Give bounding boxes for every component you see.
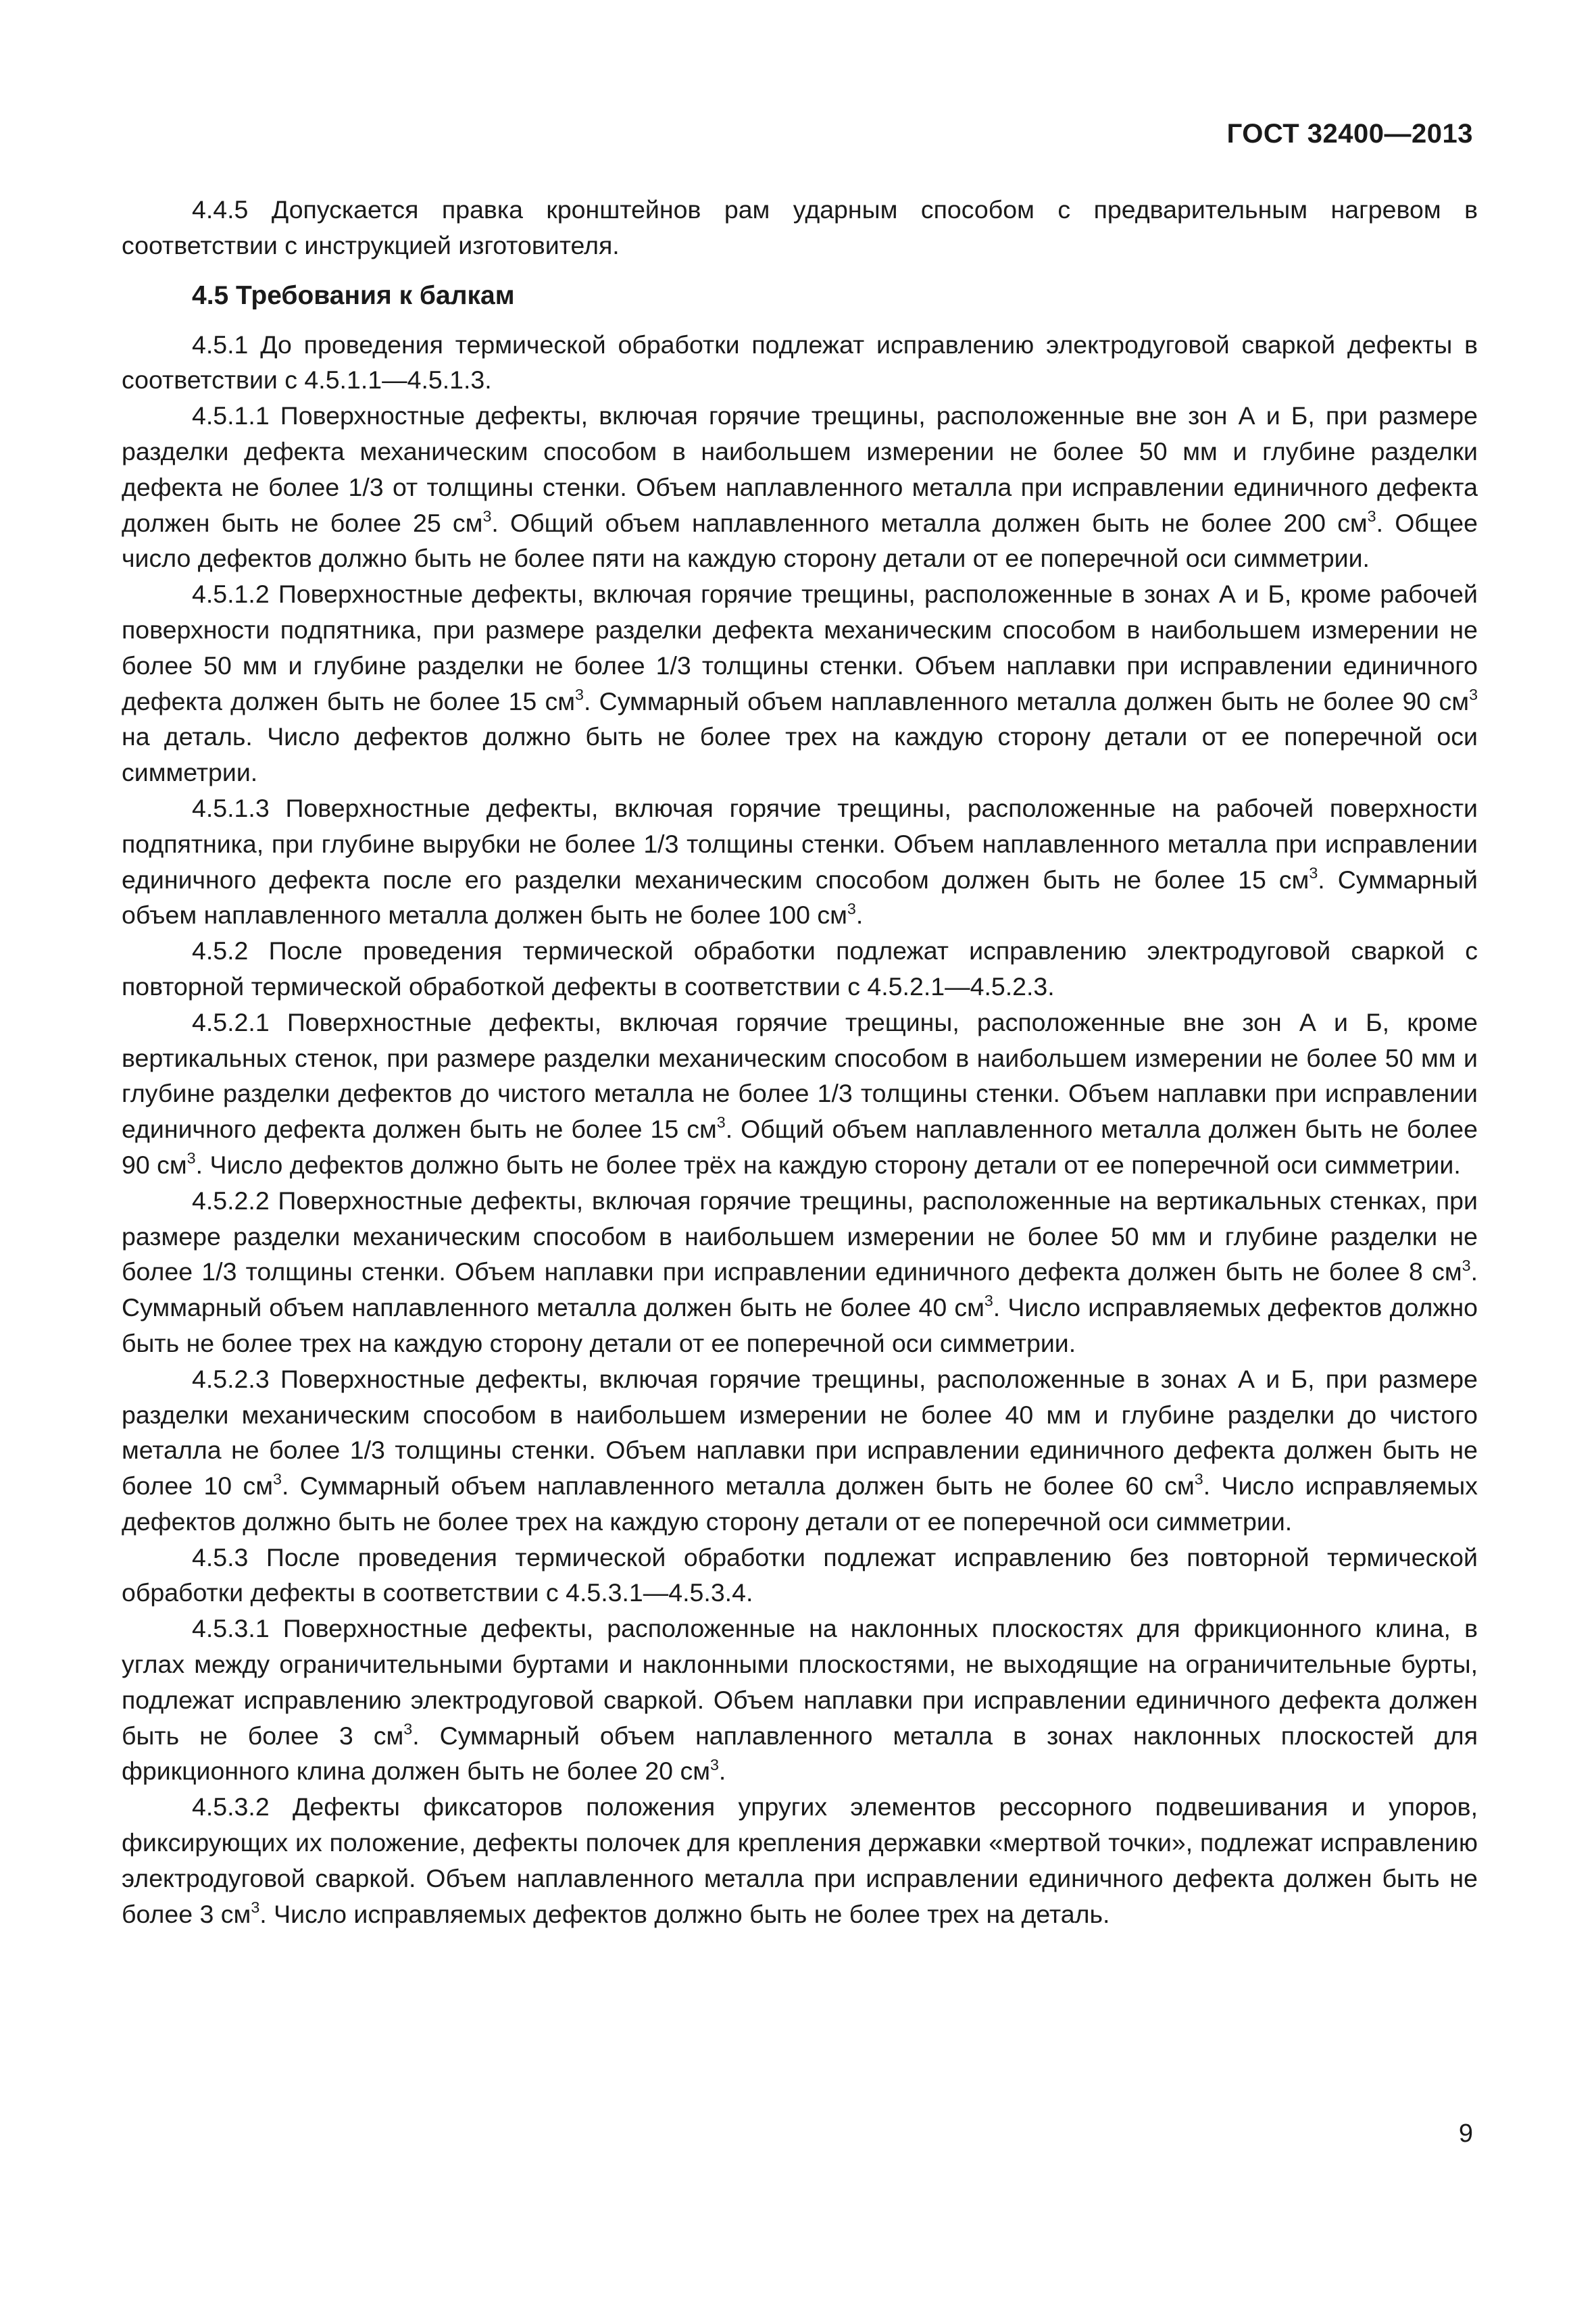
text-run: . Суммарный объем наплавленного металла должен быть не более 40 см [122, 1257, 1478, 1322]
paragraph-4-5-2-2 [122, 1183, 1478, 1361]
text-run: . [718, 1757, 726, 1786]
superscript: 3 [716, 1113, 726, 1132]
superscript: 3 [1309, 863, 1318, 882]
section-title: 4.5 Требования к балкам [192, 280, 515, 310]
paragraph-4-5-2: 4.5.2 После проведения термической обработки подлежат исправлению электродуговой сваркой с повторной термической обработкой дефекты в соответствии с 4.5.2.1—4.5.2.3. [122, 936, 1478, 1001]
text-run: 4.5.2.3 Поверхностные дефекты, включая горячие трещины, расположенные в зонах А и Б, при размере разделки механическим способом в наибольшем измерении не более 40 мм и глубине разделки до чистого металла не более 1/3 толщины стенки. Объем наплавки при исправлении единичного дефекта должен быть не более 10 см [122, 1364, 1478, 1501]
text-run: . Суммарный объем наплавленного металла в зонах наклонных плоскостей для фрикционного клина должен быть не более 20 см [122, 1721, 1478, 1786]
superscript: 3 [709, 1755, 719, 1774]
page-number: 9 [1458, 2119, 1473, 2148]
superscript: 3 [575, 685, 584, 703]
superscript: 3 [482, 507, 492, 525]
text-run: . Число исправляемых дефектов должно быть не более трех на каждую сторону детали от ее поперечной оси симметрии. [122, 1472, 1478, 1536]
text-run: . Общее число дефектов должно быть не более пяти на каждую сторону детали от ее поперечной оси симметрии. [122, 508, 1478, 573]
text-run: 4.5.1.2 Поверхностные дефекты, включая горячие трещины, расположенные в зонах А и Б, кроме рабочей поверхности подпятника, при размере разделки дефекта механическим способом в наибольшем измерении не более 50 мм и глубине разделки не более 1/3 толщины стенки. Объем наплавки при исправлении единичного дефекта должен быть не более 15 см [122, 580, 1478, 715]
superscript: 3 [403, 1720, 413, 1738]
paragraph-4-5-3-2 [122, 1789, 1478, 1932]
paragraph-4-4-5: 4.4.5 Допускается правка кронштейнов рам ударным способом с предварительным нагревом в соответствии с инструкцией изготовителя. [122, 195, 1478, 259]
paragraph-4-5-1: 4.5.1 До проведения термической обработки подлежат исправлению электродуговой сваркой дефекты в соответствии с 4.5.1.1—4.5.1.3. [122, 330, 1478, 395]
text-run: . [855, 901, 864, 930]
text-run: на деталь. Число дефектов должно быть не более трех на каждую сторону детали от ее поперечной оси симметрии. [122, 722, 1478, 787]
text-run: 4.5.2.2 Поверхностные дефекты, включая горячие трещины, расположенные на вертикальных стенках, при размере разделки механическим способом в наибольшем измерении не более 50 мм и глубине разделки не более 1/3 толщины стенки. Объем наплавки при исправлении единичного дефекта должен быть не более 8 см [122, 1186, 1478, 1286]
text-run: . Суммарный объем наплавленного металла должен быть не более 90 см [583, 686, 1470, 715]
superscript: 3 [984, 1292, 993, 1310]
text-run: . Общий объем наплавленного металла должен быть не более 90 см [122, 1115, 1478, 1179]
text-run: 4.5.2.1 Поверхностные дефекты, включая горячие трещины, расположенные вне зон А и Б, кроме вертикальных стенок, при размере разделки механическим способом в наибольшем измерении не более 50 мм и глубине разделки дефектов до чистого металла не более 1/3 толщины стенки. Объем наплавки при исправлении единичного дефекта должен быть не более 15 см [122, 1007, 1478, 1144]
document-body [122, 192, 1478, 1932]
superscript: 3 [1194, 1470, 1203, 1488]
text-run: 4.5.1.1 Поверхностные дефекты, включая горячие трещины, расположенные вне зон А и Б, при размере разделки дефекта механическим способом в наибольшем измерении не более 50 мм и глубине разделки дефекта не более 1/3 от толщины стенки. Объем наплавленного металла при исправлении единичного дефекта должен быть не более 25 см [122, 401, 1478, 537]
text-run: . Число исправляемых дефектов должно быть не более трех на каждую сторону детали от ее поперечной оси симметрии. [122, 1293, 1478, 1357]
text-run: . Суммарный объем наплавленного металла должен быть не более 100 см [122, 865, 1478, 930]
paragraph-4-5-3: 4.5.3 После проведения термической обработки подлежат исправлению без повторной термической обработки дефекты в соответствии с 4.5.3.1—4.5.3.4. [122, 1542, 1478, 1607]
text-run: 4.5.3.1 Поверхностные дефекты, расположенные на наклонных плоскостях для фрикционного клина, в углах между ограничительными буртами и наклонными плоскостями, не выходящие на ограничительные бурты, подлежат исправлению электродуговой сваркой. Объем наплавки при исправлении единичного дефекта должен быть не более 3 см [122, 1614, 1478, 1750]
paragraph-4-5-1-2 [122, 576, 1478, 790]
text-run: . Число исправляемых дефектов должно быть не более трех на деталь. [259, 1899, 1110, 1928]
superscript: 3 [1462, 1256, 1471, 1274]
paragraph-4-5-2-3 [122, 1361, 1478, 1540]
superscript: 3 [251, 1898, 260, 1916]
superscript: 3 [1469, 685, 1478, 703]
superscript: 3 [186, 1149, 196, 1167]
superscript: 3 [847, 899, 856, 917]
text-run: . Общий объем наплавленного металла должен быть не более 200 см [491, 508, 1368, 537]
text-run: 4.5.1.3 Поверхностные дефекты, включая горячие трещины, расположенные на рабочей поверхности подпятника, при глубине вырубки не более 1/3 толщины стенки. Объем наплавленного металла при исправлении единичного дефекта после его разделки механическим способом должен быть не более 15 см [122, 793, 1478, 894]
paragraph-4-5-1-3 [122, 790, 1478, 933]
superscript: 3 [1367, 507, 1376, 525]
superscript: 3 [273, 1470, 282, 1488]
text-run: 4.5.3.2 Дефекты фиксаторов положения упругих элементов рессорного подвешивания и упоров, фиксирующих их положение, дефекты полочек для крепления державки «мертвой точки», подлежат исправлению электродуговой сваркой. Объем наплавленного металла при исправлении единичного дефекта должен быть не более 3 см [122, 1792, 1478, 1928]
text-run: . Суммарный объем наплавленного металла должен быть не более 60 см [281, 1472, 1195, 1501]
paragraph-4-5-2-1 [122, 1005, 1478, 1183]
standard-header: ГОСТ 32400—2013 [1226, 119, 1473, 149]
paragraph-4-5-3-1 [122, 1611, 1478, 1789]
paragraph-4-5-1-1 [122, 398, 1478, 576]
text-run: . Число дефектов должно быть не более трёх на каждую сторону детали от ее поперечной оси симметрии. [195, 1150, 1461, 1179]
